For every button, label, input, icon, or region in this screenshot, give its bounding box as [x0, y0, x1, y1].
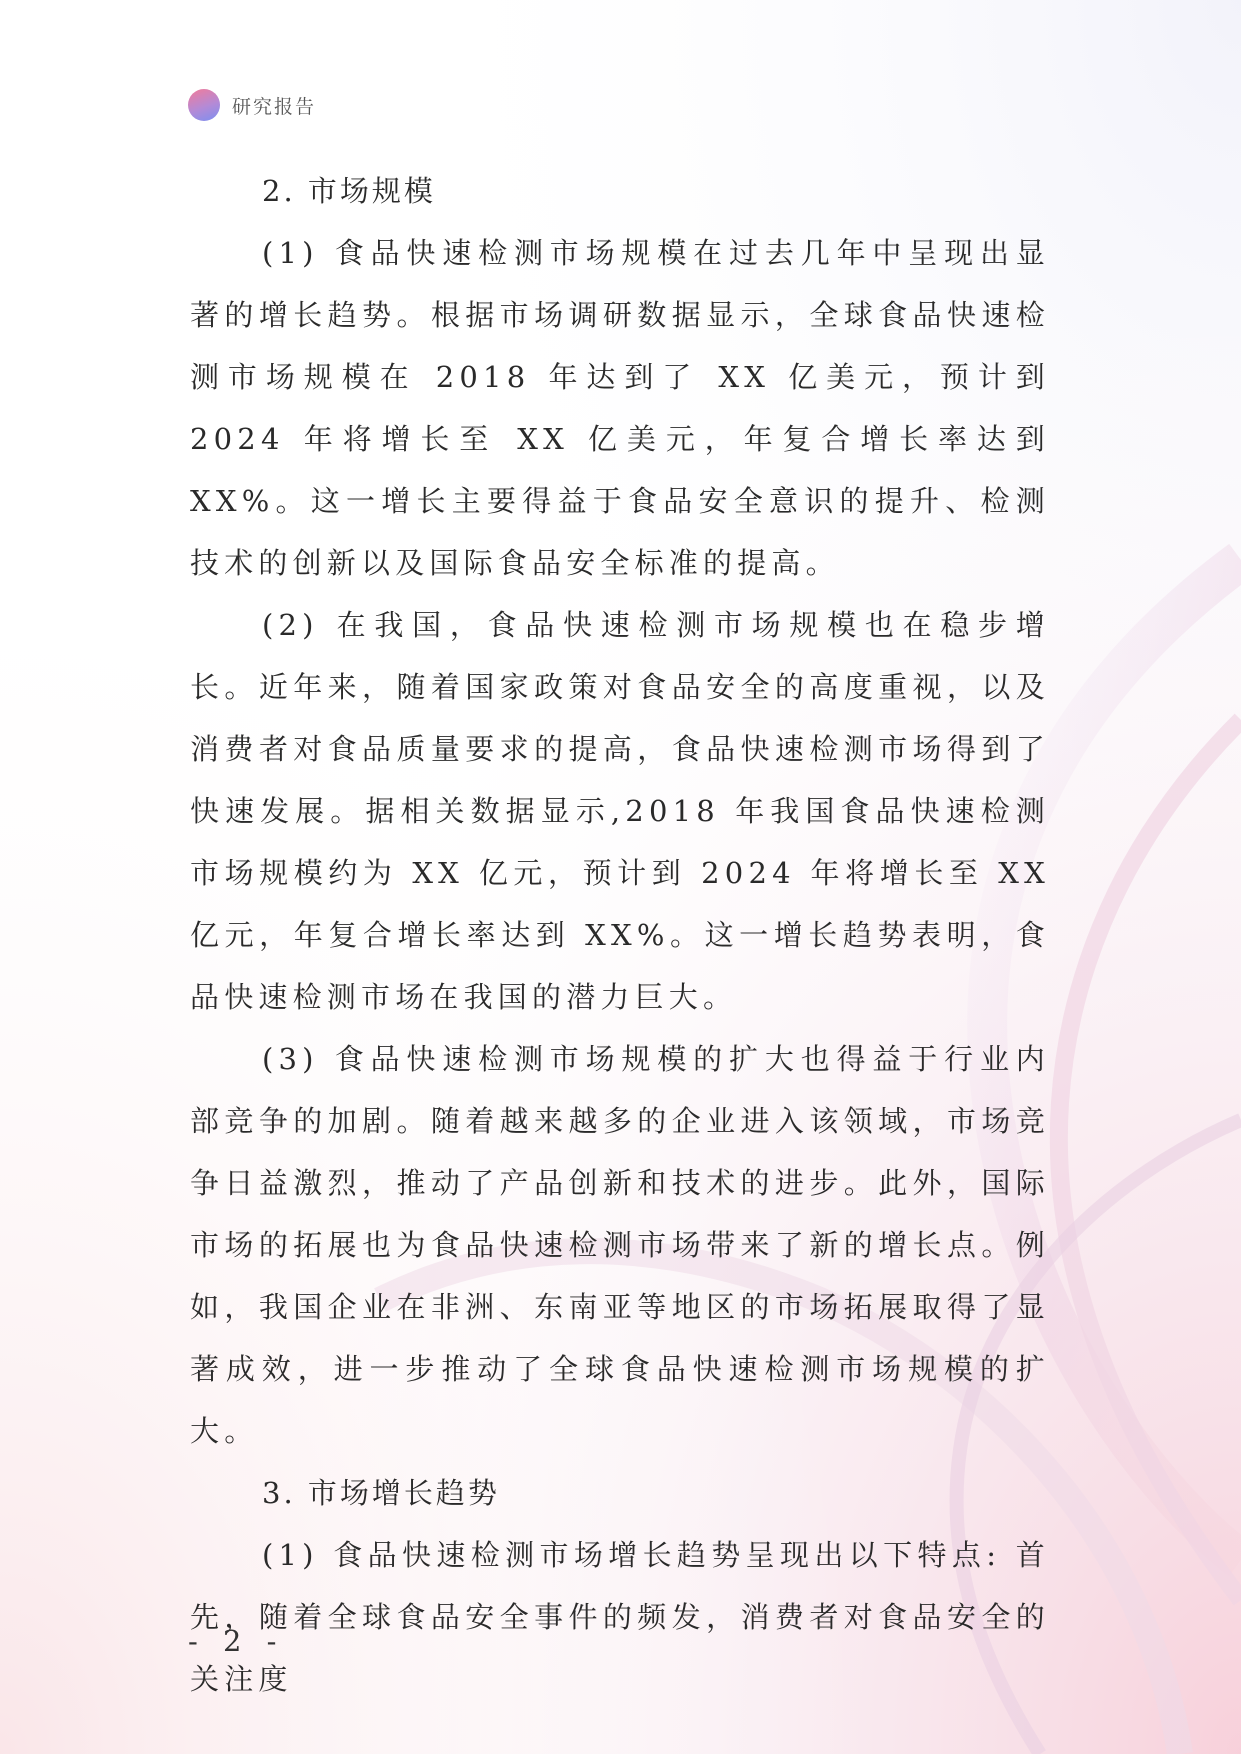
- report-logo-icon: [188, 89, 220, 121]
- paragraph: (2) 在我国，食品快速检测市场规模也在稳步增长。近年来，随着国家政策对食品安全的高度重视，以及消费者对食品质量要求的提高，食品快速检测市场得到了快速发展。据相关数据显示,2018 年我国食品快速检测市场规模约为 XX 亿元，预计到 2024 年将增长至 XX 亿元，年复合增长率达到 XX%。这一增长趋势表明，食品快速检测市场在我国的潜力巨大。: [190, 608, 1050, 1014]
- section-heading-growth-trend: 3. 市场增长趋势: [262, 1476, 500, 1510]
- paragraph: (1) 食品快速检测市场增长趋势呈现出以下特点: 首先，随着全球食品安全事件的频发，消费者对食品安全的关注度: [190, 1538, 1050, 1696]
- header-title: 研究报告: [232, 95, 317, 118]
- paragraph: (1) 食品快速检测市场规模在过去几年中呈现出显著的增长趋势。根据市场调研数据显示，全球食品快速检测市场规模在 2018 年达到了 XX 亿美元，预计到 2024 年将增长至 XX 亿美元，年复合增长率达到 XX%。这一增长主要得益于食品安全意识的提升、检测技术的创新以及国际食品安全标准的提高。: [190, 236, 1050, 580]
- section-heading-market-size: 2. 市场规模: [262, 174, 436, 208]
- paragraph: (3) 食品快速检测市场规模的扩大也得益于行业内部竞争的加剧。随着越来越多的企业进入该领域，市场竞争日益激烈，推动了产品创新和技术的进步。此外，国际市场的拓展也为食品快速检测市场带来了新的增长点。例如，我国企业在非洲、东南亚等地区的市场拓展取得了显著成效，进一步推动了全球食品快速检测市场规模的扩大。: [190, 1042, 1050, 1448]
- document-body: [190, 160, 1050, 1710]
- page-header: [188, 88, 316, 122]
- page-number: - 2 -: [188, 1624, 285, 1658]
